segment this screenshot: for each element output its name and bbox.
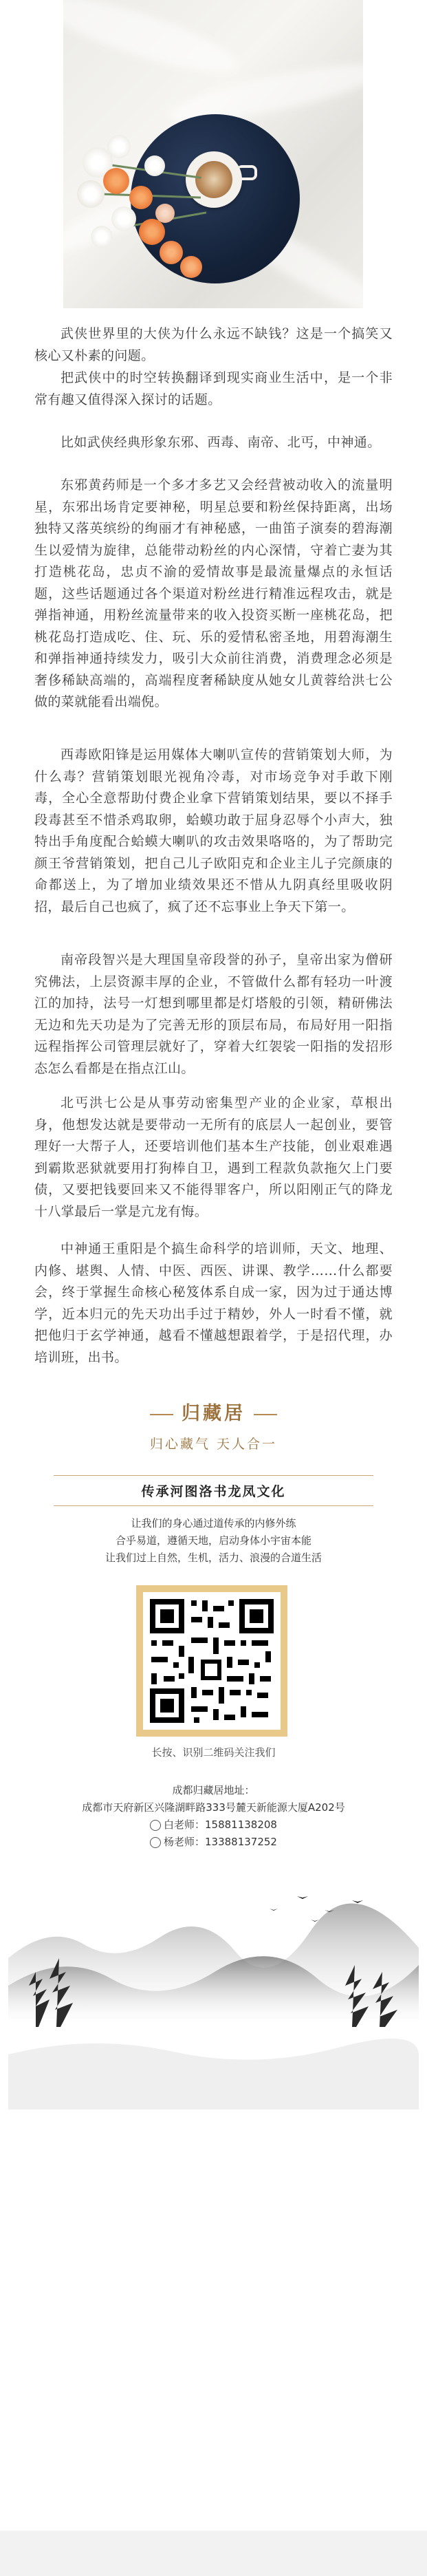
address-text: 成都市天府新区兴隆湖畔路333号麓天新能源大厦A202号 [82,1801,345,1814]
brand-slogan: 归心藏气 天人合一 [149,1437,278,1452]
contact-text[interactable]: 白老师：15881138208 [164,1818,277,1831]
tagline-list [8,1515,419,1567]
qr-caption: 长按、识别二维码关注我们 [151,1746,276,1759]
article-paragraph: 北丐洪七公是从事劳动密集型产业的企业家，草根出身，他想发达就是要带动一无所有的底层人一起创业，要管理好一大帮子人，还要培训他们基本生产技能，创业艰难遇到霸欺恶狱就要用打狗棒自卫，遇到工程款负款拖欠上门要债，又要把钱要回来又不能得罪客户，所以阳刚正气的降龙十八掌最后一掌是亢龙有悔。 [34,1095,393,1219]
tagline: 让我们的身心通过道传承的内修外练 [131,1517,296,1530]
coffee-latte-shape [195,161,232,198]
ink-landscape-illustration [8,1876,419,2027]
address-block [8,1782,419,1851]
brand-title [8,1398,419,1425]
page-bottom-strip [0,2531,427,2576]
qr-code-icon [143,1592,281,1730]
article-paragraph: 比如武侠经典形象东邪、西毒、南帝、北丐，中神通。 [61,435,381,450]
address-title: 成都归藏居地址： [172,1784,255,1796]
article-paragraph: 西毒欧阳锋是运用媒体大喇叭宣传的营销策划大师，为什么毒？营销策划眼光视角冷毒，对市场竞争对手敢下刚毒，全心全意帮助付费企业拿下营销策划结果，要以不择手段毒甚至不惜杀鸡取卵，蛤蟆功敢于屈身忍辱个小声大，独特出手角度配合蛤蟆大喇叭的攻击效果咯咯的，为了帮助完颜王爷营销策划，把自己儿子欧阳克和企业主儿子完颜康的命都送上，为了增加业绩效果还不惜从九阴真经里吸收阴招，最后自己也疯了，疯了还不忘事业上争天下第一。 [34,747,393,914]
article-paragraph: 把武侠中的时空转换翻译到现实商业生活中，是一个非常有趣又值得深入探讨的话题。 [34,370,393,407]
phone-icon [150,1820,161,1831]
contact-text[interactable]: 杨老师：13388137252 [164,1836,277,1848]
culture-heading: 传承河图洛书龙凤文化 [54,1475,373,1506]
article-paragraph: 中神通王重阳是个搞生命科学的培训师，天文、地理、内修、堪舆、人情、中医、西医、讲课、教学……什么都要会，终于掌握生命核心秘笈体系自成一家，因为过于通达博学，近本归元的先天功出手过于精妙，外人一时看不懂，就把他归于玄学神通，越看不懂越想跟着学，于是招代理，办培训班，出书。 [34,1241,393,1365]
brand-footer [0,1369,427,2576]
brand-card [8,1380,419,2542]
article-paragraph: 武侠世界里的大侠为什么永远不缺钱？这是一个搞笑又核心又朴素的问题。 [34,326,393,363]
qr-code[interactable] [136,1585,287,1737]
hero-image [63,0,363,308]
article-paragraph: 东邪黄药师是一个多才多艺又会经营被动收入的流量明星，东邪出场肯定要神秘，明星总要和粉丝保持距离，出场独特又落英缤纷的绚丽才有神秘感，一曲笛子演奏的碧海潮生以爱情为旋律，总能带动粉丝的内心深情，守着亡妻为其打造桃花岛，忠贞不渝的爱情故事是最流量爆点的永恒话题，这些话题通过各个渠道对粉丝进行精准远程攻击，就是弹指神通，用粉丝流量带来的收入投资买断一座桃花岛，把桃花岛打造成吃、住、玩、乐的爱情私密圣地，用碧海潮生和弹指神通持续发力，吸引大众前往消费，消费理念必须是奢侈稀缺高端的，高端程度奢稀缺度从她女儿黄蓉给洪七公做的菜就能看出端倪。 [34,477,393,709]
tagline: 让我们过上自然，生机，活力、浪漫的合道生活 [105,1552,322,1564]
article-paragraph: 南帝段智兴是大理国皇帝段誉的孙子，皇帝出家为僧研究佛法，上层资源丰厚的企业，不管做什么都有轻功一叶渡江的加持，法号一灯想到哪里都是灯塔般的引领，精研佛法无边和先天功是为了完善无形的顶层布局，布局好用一阳指远程指挥公司管理层就好了，穿着大红袈裟一阳指的发招形态怎么看都是在指点江山。 [34,952,393,1076]
tagline: 合乎易道，遵循天地，启动身体小宇宙本能 [115,1534,311,1547]
ink-landscape-lower [8,2027,419,2110]
brand-name: 归藏居 [182,1403,245,1424]
ink-mountain-icon [8,1876,419,2027]
contact-row [8,1834,419,1851]
ink-trees-icon [8,2027,419,2110]
contact-row [8,1816,419,1834]
phone-icon [150,1837,161,1848]
